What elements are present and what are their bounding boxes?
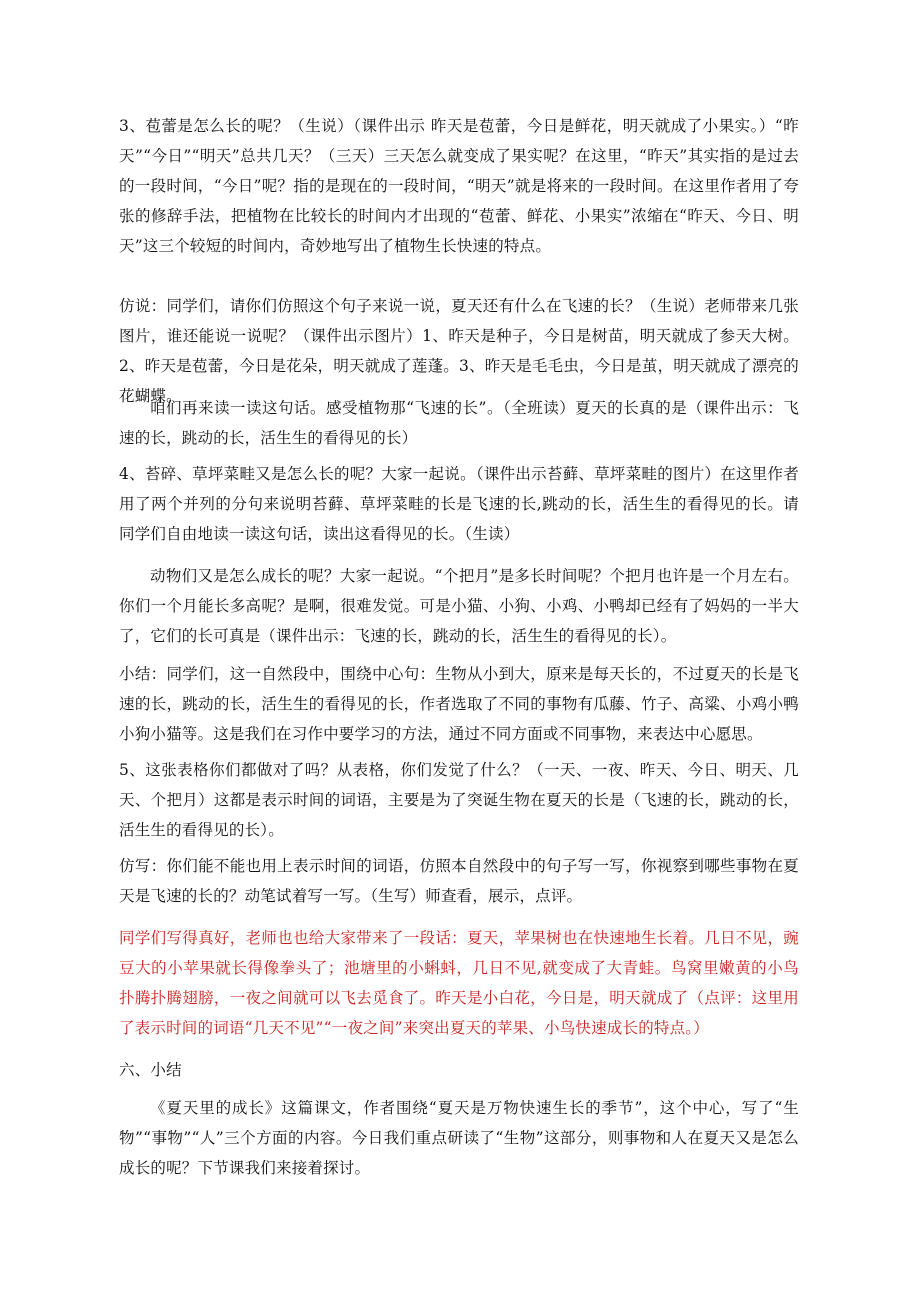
paragraph-imitation-writing: 仿写：你们能不能也用上表示时间的词语，仿照本自然段中的句子写一写，你视察到哪些事物在夏天是飞速的长的？动笔试着写一写。（生写）师查看，展示，点评。: [119, 857, 799, 905]
paragraph-animals-growth: 动物们又是怎么成长的呢？大家一起说。“个把月”是多长时间呢？个把月也许是一个月左右。你们一个月能长多高呢？是啊，很难发觉。可是小猫、小狗、小鸡、小鸭却已经有了妈妈的一半大了，它们的长可真是（课件出示：飞速的长，跳动的长，活生生的看得见的长）。: [119, 567, 799, 645]
paragraph-lesson-conclusion: 《夏天里的成长》这篇课文，作者围绕“夏天是万物快速生长的季节”，这个中心，写了“生物”“事物”“人”三个方面的内容。今日我们重点研读了“生物”这部分，则事物和人在夏天又是怎么成长的呢？下节课我们来接着探讨。: [119, 1099, 799, 1177]
paragraph-read-again: 咱们再来读一读这句话。感受植物那“飞速的长”。（全班读）夏天的长真的是（课件出示：飞速的长，跳动的长，活生生的看得见的长）: [119, 399, 799, 447]
paragraph-summary: 小结：同学们，这一自然段中，围绕中心句：生物从小到大，原来是每天长的，不过夏天的长是飞速的长，跳动的长，活生生的看得见的长，作者选取了不同的事物有瓜藤、竹子、高粱、小鸡小鸭小狗小猫等。这是我们在习作中要学习的方法，通过不同方面或不同事物，来表达中心愿思。: [119, 665, 799, 743]
paragraph-teacher-example: 同学们写得真好，老师也也给大家带来了一段话：夏天，苹果树也在快速地生长着。几日不见，豌豆大的小苹果就长得像拳头了；池塘里的小蝌蚪，几日不见,就变成了大青蛙。鸟窝里嫩黄的小鸟扑腾扑腾翅膀，一夜之间就可以飞去觅食了。昨天是小白花，今日是，明天就成了（点评：这里用了表示时间的词语“几天不见”“一夜之间”来突出夏天的苹果、小鸟快速成长的特点。）: [119, 929, 799, 1037]
section-heading-summary: 六、小结: [119, 1061, 182, 1079]
paragraph-moss-lawn: 4、苔碎、草坪菜畦又是怎么长的呢？大家一起说。（课件出示苔藓、草坪菜畦的图片）在这里作者用了两个并列的分句来说明苔藓、草坪菜畦的长是飞速的长,跳动的长，活生生的看得见的长。请同学们自由地读一读这句话，读出这看得见的长。（生读）: [119, 465, 799, 543]
paragraph-bud-growth: 3、苞蕾是怎么长的呢？（生说）（课件出示 昨天是苞蕾，今日是鲜花，明天就成了小果实。）“昨天”“今日”“明天”总共几天？（三天）三天怎么就变成了果实呢？在这里，“昨天”其实指的是过去的一段时间，“今日”呢？指的是现在的一段时间，“明天”就是将来的一段时间。在这里作者用了夸张的修辞手法，把植物在比较长的时间内才出现的“苞蕾、鲜花、小果实”浓缩在“昨天、今日、明天”这三个较短的时间内，奇妙地写出了植物生长快速的特点。: [119, 117, 799, 255]
paragraph-table-question: 5、这张表格你们都做对了吗？从表格，你们发觉了什么？（一天、一夜、昨天、今日、明天、几天、个把月）这都是表示时间的词语，主要是为了突诞生物在夏天的长是（飞速的长，跳动的长，活生生的看得见的长）。: [119, 761, 799, 839]
paragraph-imitation-speaking: 仿说：同学们，请你们仿照这个句子来说一说，夏天还有什么在飞速的长？（生说）老师带来几张图片，谁还能说一说呢？（课件出示图片）1、昨天是种子，今日是树苗，明天就成了参天大树。2、昨天是苞蕾，今日是花朵，明天就成了莲蓬。3、昨天是毛毛虫，今日是茧，明天就成了漂亮的花蝴蝶。: [119, 297, 799, 405]
